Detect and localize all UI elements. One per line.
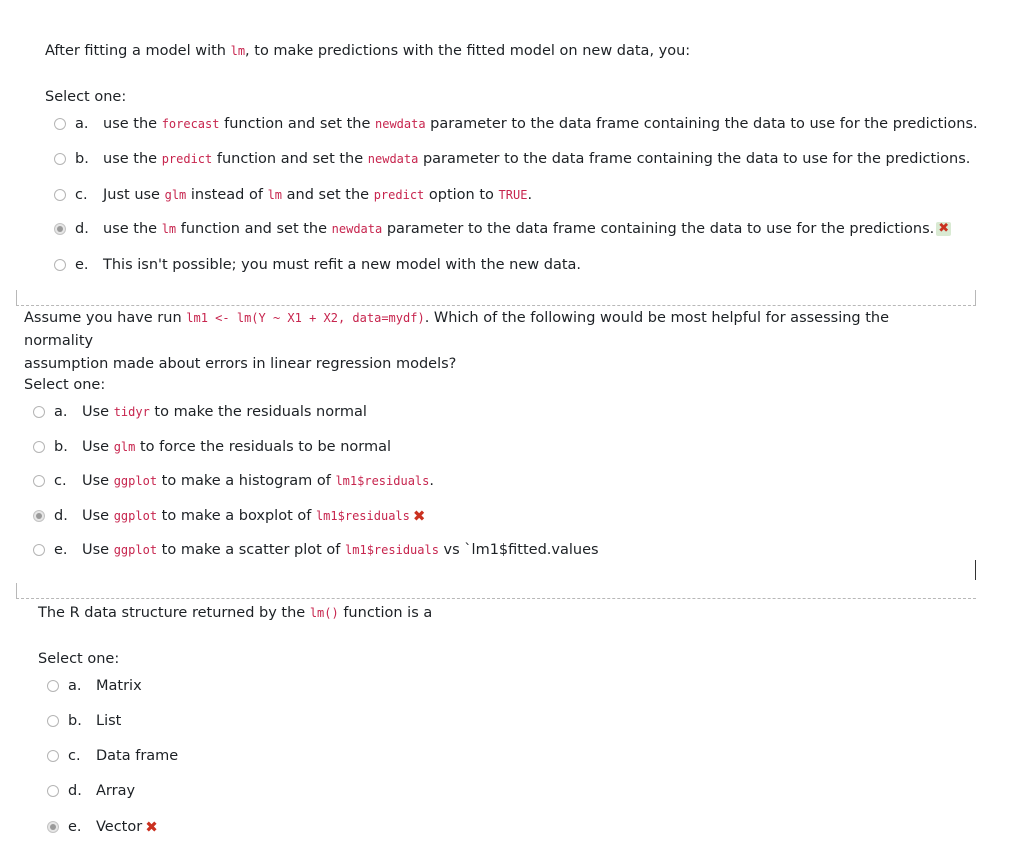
text-segment: to make a histogram of bbox=[157, 473, 336, 489]
incorrect-icon: ✖ bbox=[938, 221, 950, 236]
text-segment: use the bbox=[103, 116, 162, 132]
option-letter: a. bbox=[75, 116, 89, 132]
option-text bbox=[103, 221, 934, 237]
option-a[interactable] bbox=[33, 404, 367, 420]
option-text bbox=[96, 713, 121, 729]
inline-code: lm1$residuals bbox=[315, 509, 410, 523]
text-segment: parameter to the data frame containing the data to use for the predictions. bbox=[425, 116, 978, 132]
option-text bbox=[96, 819, 142, 835]
option-letter: d. bbox=[75, 221, 89, 237]
option-text bbox=[82, 439, 391, 455]
option-letter: c. bbox=[54, 473, 67, 489]
text-segment: function and set the bbox=[219, 116, 375, 132]
text-cursor bbox=[975, 560, 976, 580]
text-segment: . bbox=[527, 187, 533, 203]
option-letter: c. bbox=[75, 187, 88, 203]
text-segment: Array bbox=[96, 783, 136, 799]
inline-code: glm bbox=[113, 440, 136, 454]
inline-code: lm bbox=[267, 188, 283, 202]
text-segment: parameter to the data frame containing the data to use for the predictions. bbox=[382, 221, 935, 237]
radio-button[interactable] bbox=[33, 475, 45, 487]
code-lm-call: lm() bbox=[309, 606, 339, 620]
option-letter: e. bbox=[75, 257, 89, 273]
incorrect-icon: ✖ bbox=[145, 818, 158, 836]
option-text bbox=[103, 151, 970, 167]
radio-button[interactable] bbox=[33, 441, 45, 453]
option-letter: b. bbox=[68, 713, 82, 729]
text-segment: Use bbox=[82, 508, 114, 524]
text-segment: Data frame bbox=[96, 748, 179, 764]
option-letter: d. bbox=[68, 783, 82, 799]
option-text bbox=[82, 404, 367, 420]
radio-button[interactable] bbox=[33, 510, 45, 522]
text-segment: parameter to the data frame containing the data to use for the predictions. bbox=[418, 151, 971, 167]
option-c[interactable] bbox=[33, 473, 434, 489]
option-letter: e. bbox=[54, 542, 68, 558]
text-segment: . bbox=[429, 473, 434, 489]
option-text bbox=[96, 678, 142, 694]
text-segment: function and set the bbox=[176, 221, 332, 237]
option-letter: b. bbox=[75, 151, 89, 167]
radio-button[interactable] bbox=[47, 785, 59, 797]
option-b[interactable] bbox=[33, 439, 391, 455]
radio-button[interactable] bbox=[54, 118, 66, 130]
inline-code: ggplot bbox=[113, 543, 158, 557]
text-segment: to force the residuals to be normal bbox=[135, 439, 392, 455]
option-text bbox=[82, 508, 410, 524]
code-lm1-assignment: lm1 <- lm(Y ~ X1 + X2, data=mydf) bbox=[186, 311, 425, 325]
question-1-select-label: Select one: bbox=[45, 89, 127, 105]
option-b[interactable] bbox=[47, 713, 121, 729]
option-a[interactable] bbox=[47, 678, 142, 694]
text-segment: and set the bbox=[282, 187, 374, 203]
question-1-text: After fitting a model with lm, to make predictions with the fitted model on new data, you: bbox=[45, 43, 691, 59]
option-letter: a. bbox=[68, 678, 82, 694]
inline-code: TRUE bbox=[498, 188, 528, 202]
text-segment: function and set the bbox=[212, 151, 368, 167]
option-d[interactable] bbox=[54, 221, 951, 237]
text-segment: Use bbox=[82, 542, 114, 558]
option-d[interactable] bbox=[33, 507, 425, 525]
option-letter: b. bbox=[54, 439, 68, 455]
option-text bbox=[96, 783, 135, 799]
option-text bbox=[82, 473, 434, 489]
text-segment: use the bbox=[103, 151, 162, 167]
radio-button[interactable] bbox=[54, 153, 66, 165]
text-segment: Use bbox=[82, 404, 114, 420]
question-3-text: The R data structure returned by the lm() function is a bbox=[38, 605, 433, 621]
option-letter: d. bbox=[54, 508, 68, 524]
text-segment: to make a boxplot of bbox=[157, 508, 316, 524]
text-segment: Use bbox=[82, 439, 114, 455]
text-segment: to make a scatter plot of bbox=[157, 542, 346, 558]
text-segment: Use bbox=[82, 473, 114, 489]
text-segment: instead of bbox=[186, 187, 268, 203]
radio-button[interactable] bbox=[47, 821, 59, 833]
inline-code: predict bbox=[373, 188, 425, 202]
radio-button[interactable] bbox=[54, 189, 66, 201]
option-d[interactable] bbox=[47, 783, 135, 799]
question-separator bbox=[16, 305, 976, 306]
radio-button[interactable] bbox=[33, 544, 45, 556]
option-e[interactable] bbox=[54, 257, 581, 273]
inline-code: tidyr bbox=[113, 405, 150, 419]
inline-code: newdata bbox=[331, 222, 383, 236]
question-2-select-label: Select one: bbox=[24, 377, 106, 393]
separator-tick-left bbox=[16, 583, 17, 598]
option-a[interactable] bbox=[54, 116, 978, 132]
inline-code: forecast bbox=[161, 117, 220, 131]
option-e[interactable] bbox=[47, 818, 158, 836]
option-letter: a. bbox=[54, 404, 68, 420]
text-segment: option to bbox=[424, 187, 499, 203]
inline-code: newdata bbox=[375, 117, 426, 131]
inline-code: ggplot bbox=[113, 474, 158, 488]
text-segment: This isn't possible; you must refit a new model with the new data. bbox=[103, 257, 582, 273]
question-2-text: Assume you have run lm1 <- lm(Y ~ X1 + X2, data=mydf). Which of the following would be most helpful for assessing the normality assumption made about errors in linear regression models? bbox=[24, 310, 890, 372]
inline-code: newdata bbox=[367, 152, 419, 166]
code-lm: lm bbox=[230, 44, 246, 58]
incorrect-icon: ✖ bbox=[412, 507, 426, 525]
option-b[interactable] bbox=[54, 151, 970, 167]
text-segment: vs `lm1$fitted.values bbox=[438, 542, 599, 558]
option-c[interactable] bbox=[54, 187, 532, 203]
inline-code: lm bbox=[161, 222, 177, 236]
text-segment: to make the residuals normal bbox=[149, 404, 367, 420]
option-text bbox=[103, 116, 978, 132]
radio-button[interactable] bbox=[47, 715, 59, 727]
text-segment: use the bbox=[103, 221, 162, 237]
option-text bbox=[82, 542, 599, 558]
inline-code: predict bbox=[161, 152, 213, 166]
inline-code: glm bbox=[164, 188, 187, 202]
option-text bbox=[103, 187, 532, 203]
inline-code: lm1$residuals bbox=[345, 543, 439, 557]
question-separator bbox=[16, 598, 976, 599]
text-segment: Vector bbox=[96, 819, 143, 835]
text-segment: Matrix bbox=[96, 678, 142, 694]
option-text bbox=[96, 748, 178, 764]
option-text bbox=[103, 257, 581, 273]
text-segment: List bbox=[96, 713, 122, 729]
option-letter: c. bbox=[68, 748, 81, 764]
option-c[interactable] bbox=[47, 748, 178, 764]
question-3-select-label: Select one: bbox=[38, 651, 120, 667]
radio-button[interactable] bbox=[54, 259, 66, 271]
radio-button[interactable] bbox=[47, 680, 59, 692]
radio-button[interactable] bbox=[54, 223, 66, 235]
inline-code: ggplot bbox=[113, 509, 158, 523]
option-letter: e. bbox=[68, 819, 82, 835]
option-e[interactable] bbox=[33, 542, 599, 558]
text-segment: Just use bbox=[103, 187, 165, 203]
separator-tick-left bbox=[16, 290, 17, 305]
separator-tick-right bbox=[975, 290, 976, 305]
inline-code: lm1$residuals bbox=[335, 474, 430, 488]
radio-button[interactable] bbox=[33, 406, 45, 418]
radio-button[interactable] bbox=[47, 750, 59, 762]
